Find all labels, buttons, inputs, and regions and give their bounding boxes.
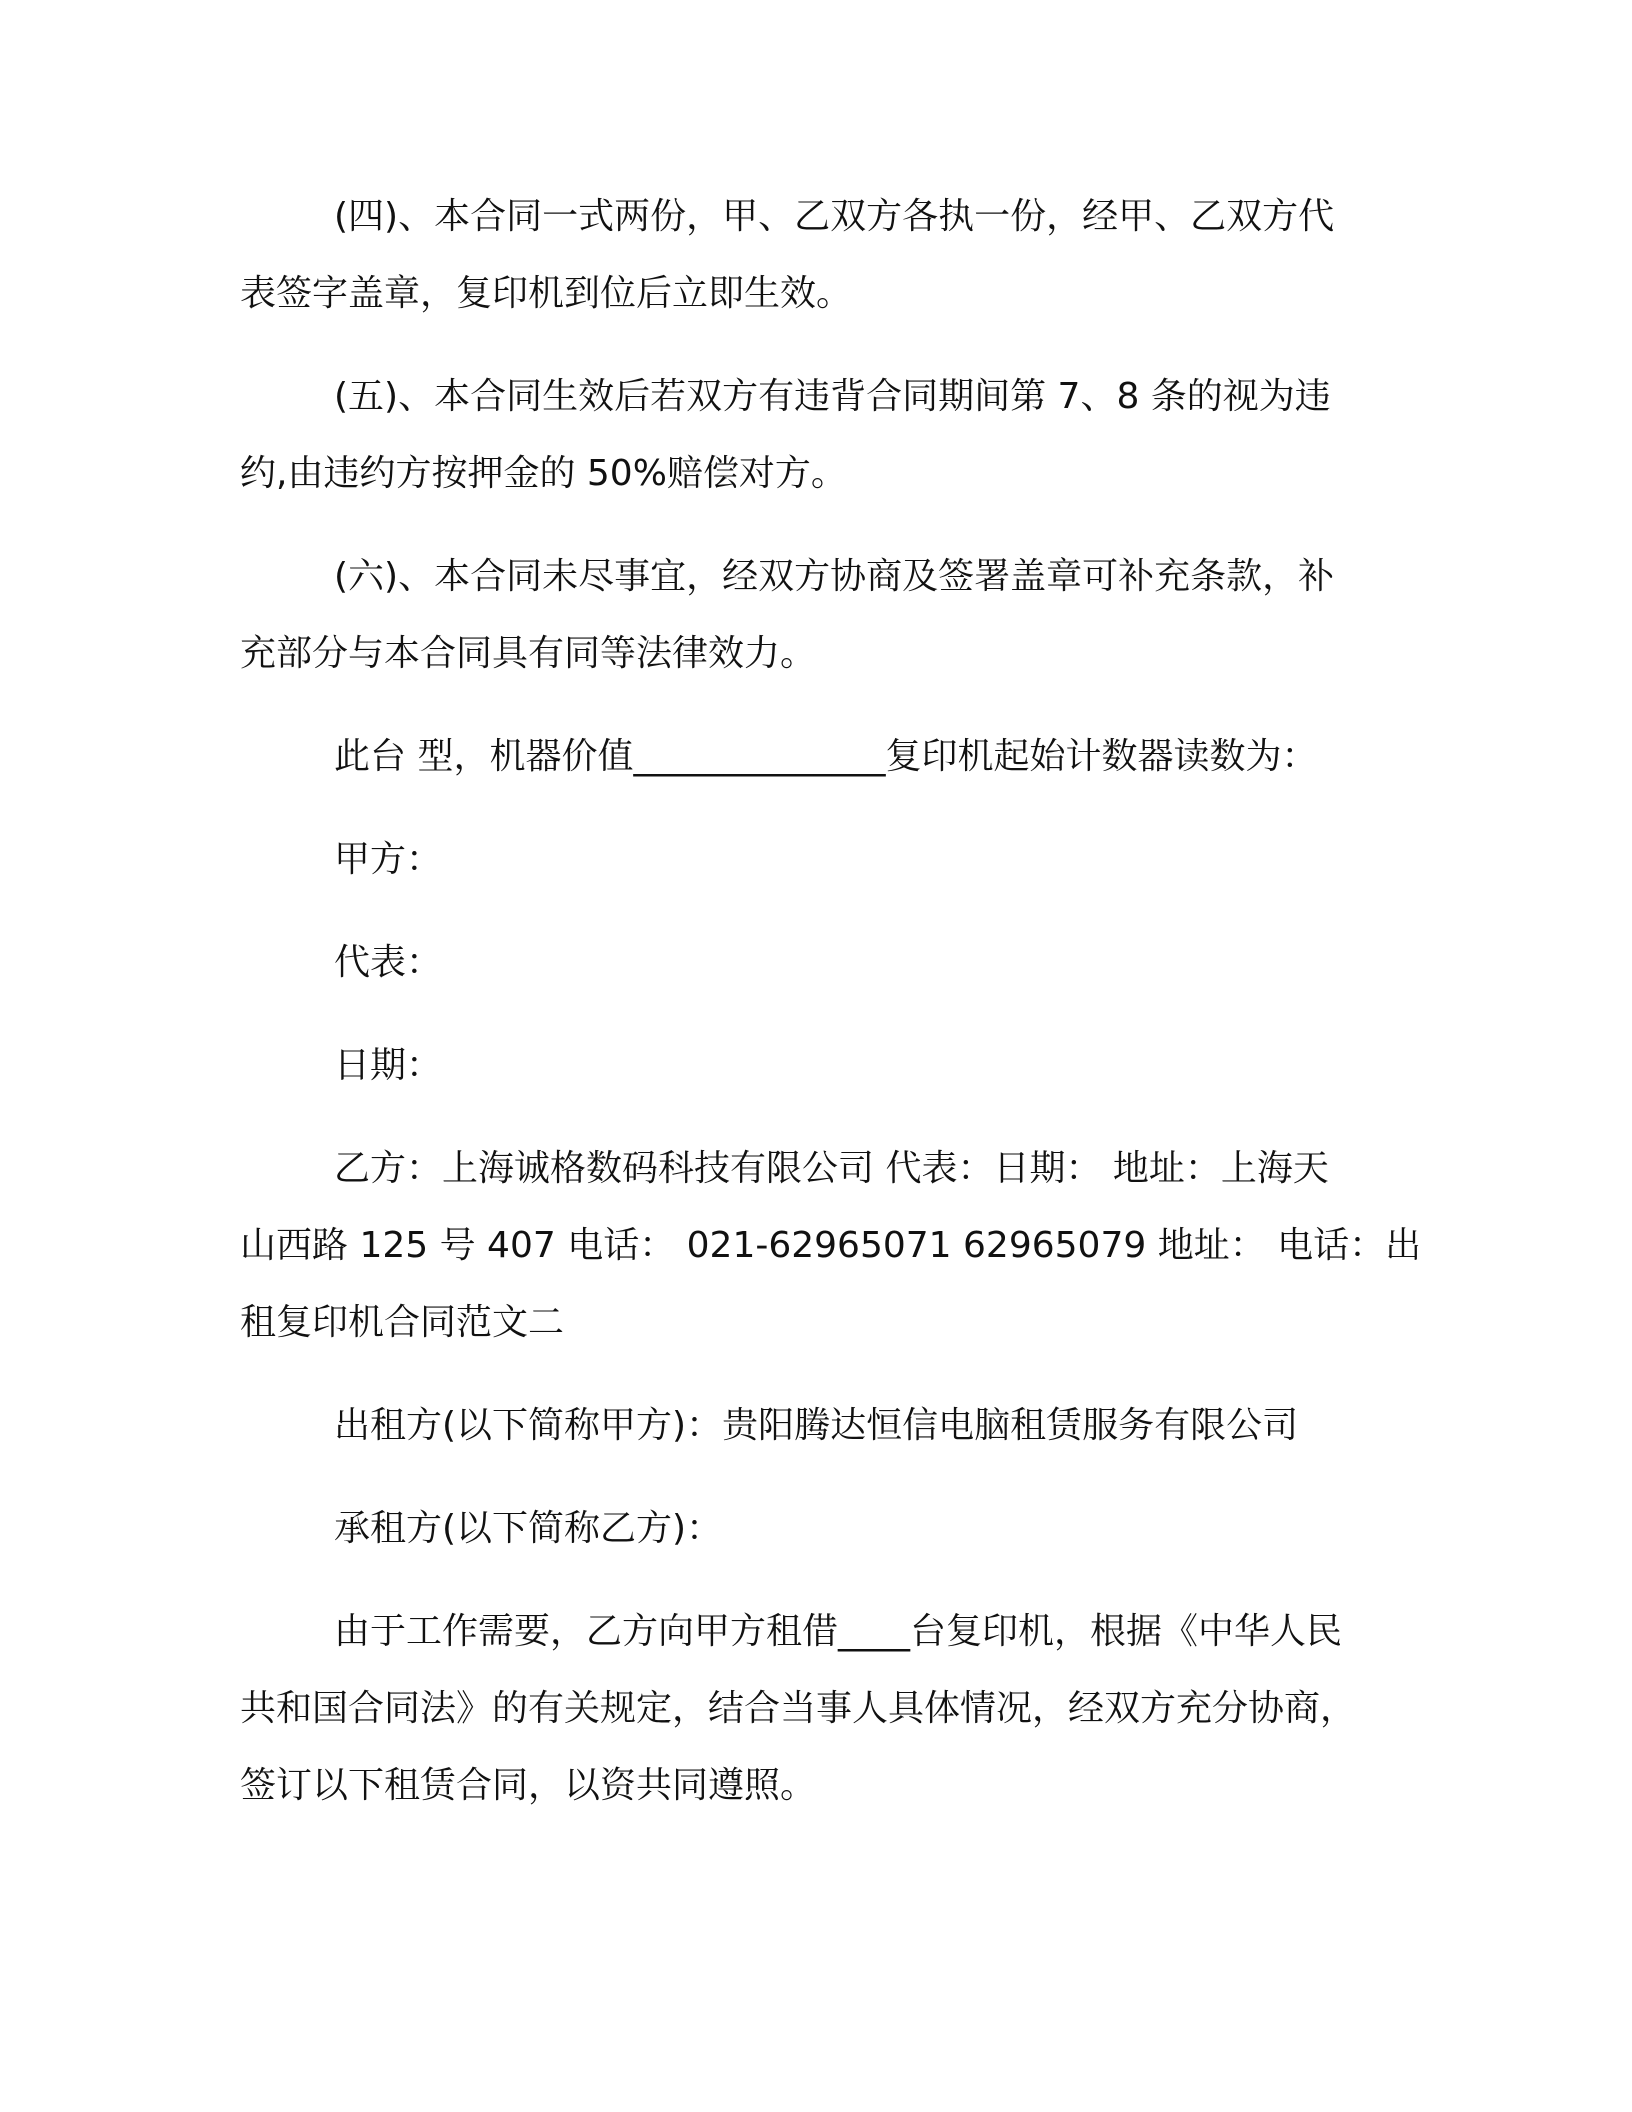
paragraph-clause-4 bbox=[240, 178, 1380, 332]
text-line: 代表： bbox=[334, 942, 443, 983]
text-line: 此台 型，机器价值______________复印机起始计数器读数为： bbox=[334, 736, 1318, 777]
paragraph-party-b bbox=[240, 1130, 1422, 1361]
paragraph-representative bbox=[240, 924, 1380, 1001]
paragraph-preamble bbox=[240, 1593, 1380, 1824]
text-line: 表签字盖章，复印机到位后立即生效。 bbox=[240, 273, 853, 314]
paragraph-clause-5 bbox=[240, 358, 1380, 512]
text-line: 承租方(以下简称乙方)： bbox=[334, 1508, 723, 1549]
text-line: (五)、本合同生效后若双方有违背合同期间第 7、8 条的视为违 bbox=[334, 376, 1331, 417]
paragraph-clause-6 bbox=[240, 538, 1380, 692]
text-line: 充部分与本合同具有同等法律效力。 bbox=[240, 633, 817, 674]
paragraph-machine-info bbox=[240, 718, 1380, 795]
paragraph-lessee bbox=[240, 1490, 1380, 1567]
document-page bbox=[240, 178, 1422, 1850]
text-line: 日期： bbox=[334, 1045, 443, 1086]
text-line: 山西路 125 号 407 电话： 021-62965071 62965079 地址： 电话：出 bbox=[240, 1225, 1422, 1266]
text-line: 出租方(以下简称甲方)：贵阳腾达恒信电脑租赁服务有限公司 bbox=[334, 1405, 1299, 1446]
text-line: 签订以下租赁合同，以资共同遵照。 bbox=[240, 1765, 817, 1806]
text-line: 甲方： bbox=[334, 839, 443, 880]
paragraph-date bbox=[240, 1027, 1380, 1104]
text-line: 租复印机合同范文二 bbox=[240, 1302, 565, 1343]
paragraph-party-a bbox=[240, 821, 1380, 898]
text-line: 约,由违约方按押金的 50%赔偿对方。 bbox=[240, 453, 847, 494]
text-line: (四)、本合同一式两份，甲、乙双方各执一份，经甲、乙双方代 bbox=[334, 196, 1335, 237]
text-line: 乙方：上海诚格数码科技有限公司 代表：日期： 地址：上海天 bbox=[334, 1148, 1329, 1189]
text-line: (六)、本合同未尽事宜，经双方协商及签署盖章可补充条款，补 bbox=[334, 556, 1335, 597]
paragraph-lessor bbox=[240, 1387, 1380, 1464]
text-line: 由于工作需要，乙方向甲方租借____台复印机，根据《中华人民 bbox=[334, 1611, 1343, 1652]
text-line: 共和国合同法》的有关规定，结合当事人具体情况，经双方充分协商， bbox=[240, 1688, 1357, 1729]
